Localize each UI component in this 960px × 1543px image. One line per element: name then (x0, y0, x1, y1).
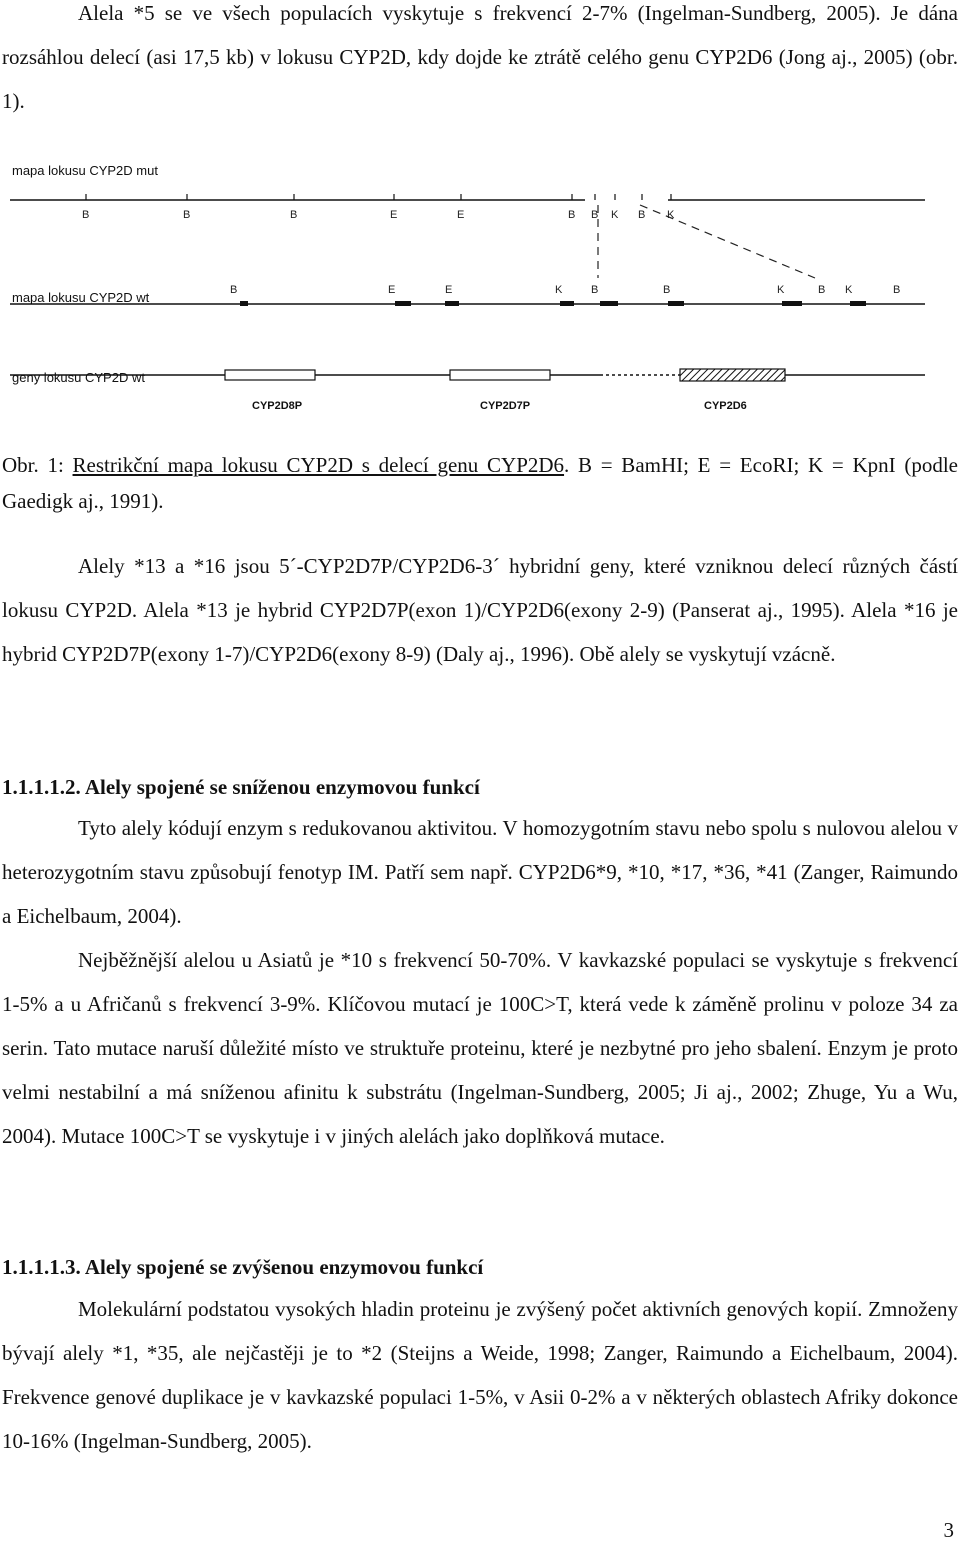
site-label: K (555, 284, 563, 296)
site-label: B (663, 284, 671, 296)
site-label: K (777, 284, 785, 296)
gene-box-cyp2d8p (225, 370, 315, 380)
site-label: K (667, 209, 675, 221)
mut-map-sites (82, 209, 675, 221)
site-label: E (390, 209, 398, 221)
caption-title: Restrikční mapa lokusu CYP2D s delecí genu CYP2D6 (72, 453, 565, 477)
figure-caption (2, 447, 958, 519)
caption-rest: . B = BamHI; E = EcoRI; K = KpnI (podle Gaedigk aj., 1991). (2, 453, 958, 513)
wt-map-sites (230, 284, 900, 296)
gene-box-cyp2d6 (680, 369, 785, 381)
site-label: B (290, 209, 298, 221)
site-label: B (82, 209, 90, 221)
paragraph-allele-10: Nejběžnější alelou u Asiatů je *10 s frekvencí 50-70%. V kavkazské populaci se vyskytuje s frekvencí 1-5% a u Afričanů s frekvencí 3-9%. Klíčovou mutací je 100C>T, která vede k záměně prolinu v poloze 34 za serin. Tato mutace naruší důležité místo ve struktuře proteinu, které je nezbytné pro jeho sbalení. Enzym je proto velmi nestabilní a má sníženou afinitu k substrátu (Ingelman-Sundberg, 2005; Ji aj., 2002; Zhuge, Yu a Wu, 2004). Mutace 100C>T se vyskytuje i v jiných alelách jako doplňková mutace. (2, 948, 958, 1148)
site-label: B (183, 209, 191, 221)
site-label: B (591, 284, 599, 296)
site-label: K (845, 284, 853, 296)
paragraph-allele-5: Alela *5 se ve všech populacích vyskytuje s frekvencí 2-7% (Ingelman-Sundberg, 2005). Je dána rozsáhlou delecí (asi 17,5 kb) v lokusu CYP2D, kdy dojde ke ztrátě celého genu CYP2D6 (Jong aj., 2005) (obr. 1). (2, 1, 958, 113)
section-number: 1.1.1.1.2. (2, 775, 81, 799)
paragraph-reduced-activity: Tyto alely kódují enzym s redukovanou aktivitou. V homozygotním stavu nebo spolu s nulovou alelou v heterozygotním stavu způsobují fenotyp IM. Patří sem např. CYP2D6*9, *10, *17, *36, *41 (Zanger, Raimundo a Eichelbaum, 2004). (2, 816, 958, 928)
section-title: Alely spojené se zvýšenou enzymovou funkcí (84, 1255, 484, 1279)
gene-box-cyp2d7p (450, 370, 550, 380)
site-label: E (457, 209, 465, 221)
site-label: B (568, 209, 576, 221)
site-label: B (638, 209, 646, 221)
label-wt-map: mapa lokusu CYP2D wt (12, 290, 150, 305)
section-heading-reduced-function (2, 772, 480, 802)
page-number: 3 (943, 1518, 954, 1542)
gene-label-cyp2d6: CYP2D6 (704, 400, 747, 412)
site-label: B (230, 284, 238, 296)
site-label: E (388, 284, 396, 296)
label-mut-map: mapa lokusu CYP2D mut (12, 163, 158, 178)
site-label: B (893, 284, 901, 296)
paragraph-gene-duplication: Molekulární podstatou vysokých hladin proteinu je zvýšený počet aktivních genových kopií. Zmnoženy bývají alely *1, *35, ale nejčastěji je to *2 (Steijns a Weide, 1998; Zanger, Raimundo a Eichelbaum, 2004). Frekvence genové duplikace je v kavkazské populaci 1-5%, v Asii 0-2% a v některých oblastech Afriky dokonce 10-16% (Ingelman-Sundberg, 2005). (2, 1297, 958, 1453)
site-label: B (818, 284, 826, 296)
gene-label-cyp2d8p: CYP2D8P (252, 400, 303, 412)
mut-site-ticks (86, 194, 671, 200)
section-number: 1.1.1.1.3. (2, 1255, 81, 1279)
site-label: B (591, 209, 599, 221)
site-label: K (611, 209, 619, 221)
paragraph-hybrid-alleles: Alely *13 a *16 jsou 5´-CYP2D7P/CYP2D6-3´ hybridní geny, které vzniknou delecí různých částí lokusu CYP2D. Alela *13 je hybrid CYP2D7P(exon 1)/CYP2D6(exony 2-9) (Panserat aj., 1995). Alela *16 je hybrid CYP2D7P(exony 1-7)/CYP2D6(exony 8-9) (Daly aj., 1996). Obě alely se vyskytují vzácně. (2, 554, 958, 666)
section-title: Alely spojené se sníženou enzymovou funkcí (84, 775, 480, 799)
figure-restriction-map (0, 150, 960, 420)
site-label: E (445, 284, 453, 296)
label-gene-map: geny lokusu CYP2D wt (12, 370, 145, 385)
caption-prefix: Obr. 1: (2, 453, 73, 477)
restriction-map-diagram (0, 150, 960, 420)
gene-label-cyp2d7p: CYP2D7P (480, 400, 531, 412)
section-heading-increased-function (2, 1252, 483, 1282)
deletion-dash-diagonal (640, 205, 815, 278)
